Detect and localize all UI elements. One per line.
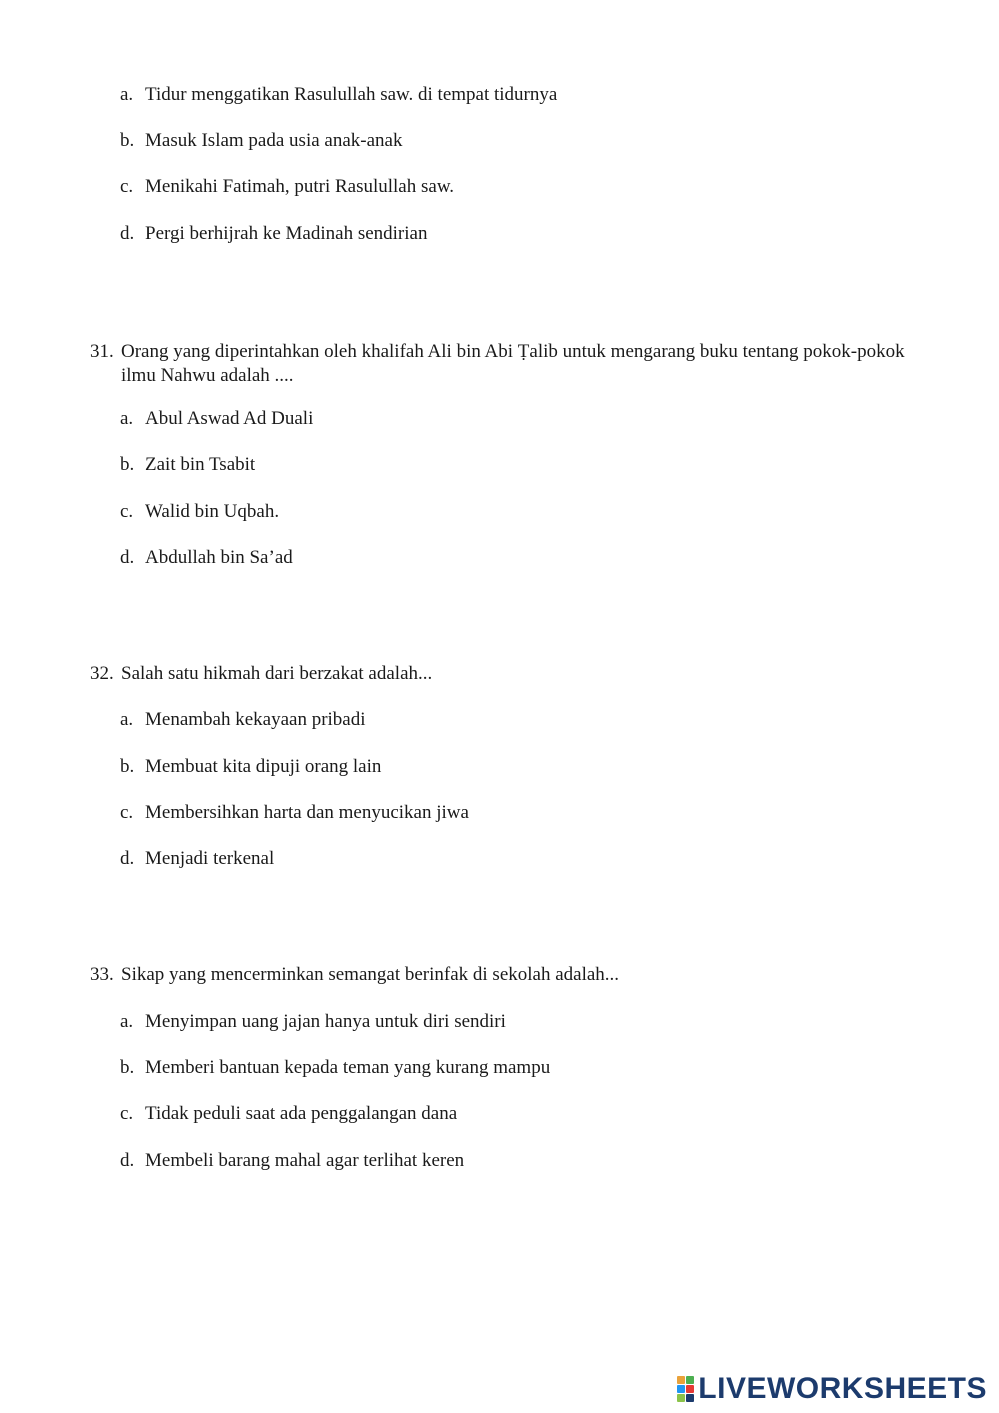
option-text: Memberi bantuan kepada teman yang kurang mampu <box>145 1057 551 1078</box>
option-letter: c. <box>120 802 134 823</box>
question-31 <box>90 340 911 388</box>
q31-option-c <box>120 500 279 524</box>
q32-option-a <box>120 708 366 732</box>
prev-option-a <box>120 83 557 107</box>
logo-tile <box>686 1376 694 1384</box>
q33-option-c <box>120 1102 457 1126</box>
option-letter: a. <box>120 408 134 429</box>
liveworksheets-logo-icon <box>677 1376 694 1402</box>
option-text: Menyimpan uang jajan hanya untuk diri sendiri <box>145 1011 506 1032</box>
option-letter: c. <box>120 176 134 197</box>
option-text: Walid bin Uqbah. <box>145 501 280 522</box>
option-letter: a. <box>120 1011 134 1032</box>
option-text: Abul Aswad Ad Duali <box>145 408 314 429</box>
liveworksheets-logo <box>677 1372 987 1406</box>
prev-option-d <box>120 222 427 246</box>
question-number: 31. <box>90 341 114 362</box>
q33-option-a <box>120 1010 506 1034</box>
logo-tile <box>686 1385 694 1393</box>
question-text: Orang yang diperintahkan oleh khalifah Ali bin Abi Ṭalib untuk mengarang buku tentang pokok-pokok ilmu Nahwu adalah .... <box>121 341 905 386</box>
q32-option-c <box>120 801 469 825</box>
option-text: Membuat kita dipuji orang lain <box>145 756 382 777</box>
question-33 <box>90 963 911 987</box>
option-letter: c. <box>120 501 134 522</box>
option-letter: b. <box>120 454 135 475</box>
option-text: Tidak peduli saat ada penggalangan dana <box>145 1103 458 1124</box>
option-letter: b. <box>120 130 135 151</box>
question-number: 33. <box>90 964 114 985</box>
logo-tile <box>686 1394 694 1402</box>
logo-tile <box>677 1376 685 1384</box>
question-text: Salah satu hikmah dari berzakat adalah... <box>121 663 433 684</box>
logo-tile <box>677 1385 685 1393</box>
option-text: Masuk Islam pada usia anak-anak <box>145 130 403 151</box>
q33-option-d <box>120 1149 464 1173</box>
prev-option-b <box>120 129 402 153</box>
option-letter: b. <box>120 756 135 777</box>
option-letter: d. <box>120 223 135 244</box>
option-letter: d. <box>120 547 135 568</box>
option-text: Menambah kekayaan pribadi <box>145 709 366 730</box>
option-text: Menikahi Fatimah, putri Rasulullah saw. <box>145 176 455 197</box>
logo-tile <box>677 1394 685 1402</box>
option-letter: d. <box>120 848 135 869</box>
q31-option-a <box>120 407 313 431</box>
q33-option-b <box>120 1056 550 1080</box>
option-letter: a. <box>120 84 134 105</box>
option-text: Membersihkan harta dan menyucikan jiwa <box>145 802 469 823</box>
question-text: Sikap yang mencerminkan semangat berinfak di sekolah adalah... <box>121 964 620 985</box>
option-text: Abdullah bin Sa’ad <box>145 547 293 568</box>
option-letter: a. <box>120 709 134 730</box>
logo-text: LIVEWORKSHEETS <box>698 1372 987 1405</box>
question-number: 32. <box>90 663 114 684</box>
option-text: Membeli barang mahal agar terlihat keren <box>145 1150 465 1171</box>
option-text: Menjadi terkenal <box>145 848 275 869</box>
q32-option-d <box>120 847 274 871</box>
q31-option-b <box>120 453 255 477</box>
q31-option-d <box>120 546 293 570</box>
prev-option-c <box>120 175 454 199</box>
option-text: Zait bin Tsabit <box>145 454 256 475</box>
q32-option-b <box>120 755 381 779</box>
option-letter: c. <box>120 1103 134 1124</box>
option-text: Tidur menggatikan Rasulullah saw. di tempat tidurnya <box>145 84 558 105</box>
question-32 <box>90 662 911 686</box>
option-letter: b. <box>120 1057 135 1078</box>
option-letter: d. <box>120 1150 135 1171</box>
option-text: Pergi berhijrah ke Madinah sendirian <box>145 223 428 244</box>
